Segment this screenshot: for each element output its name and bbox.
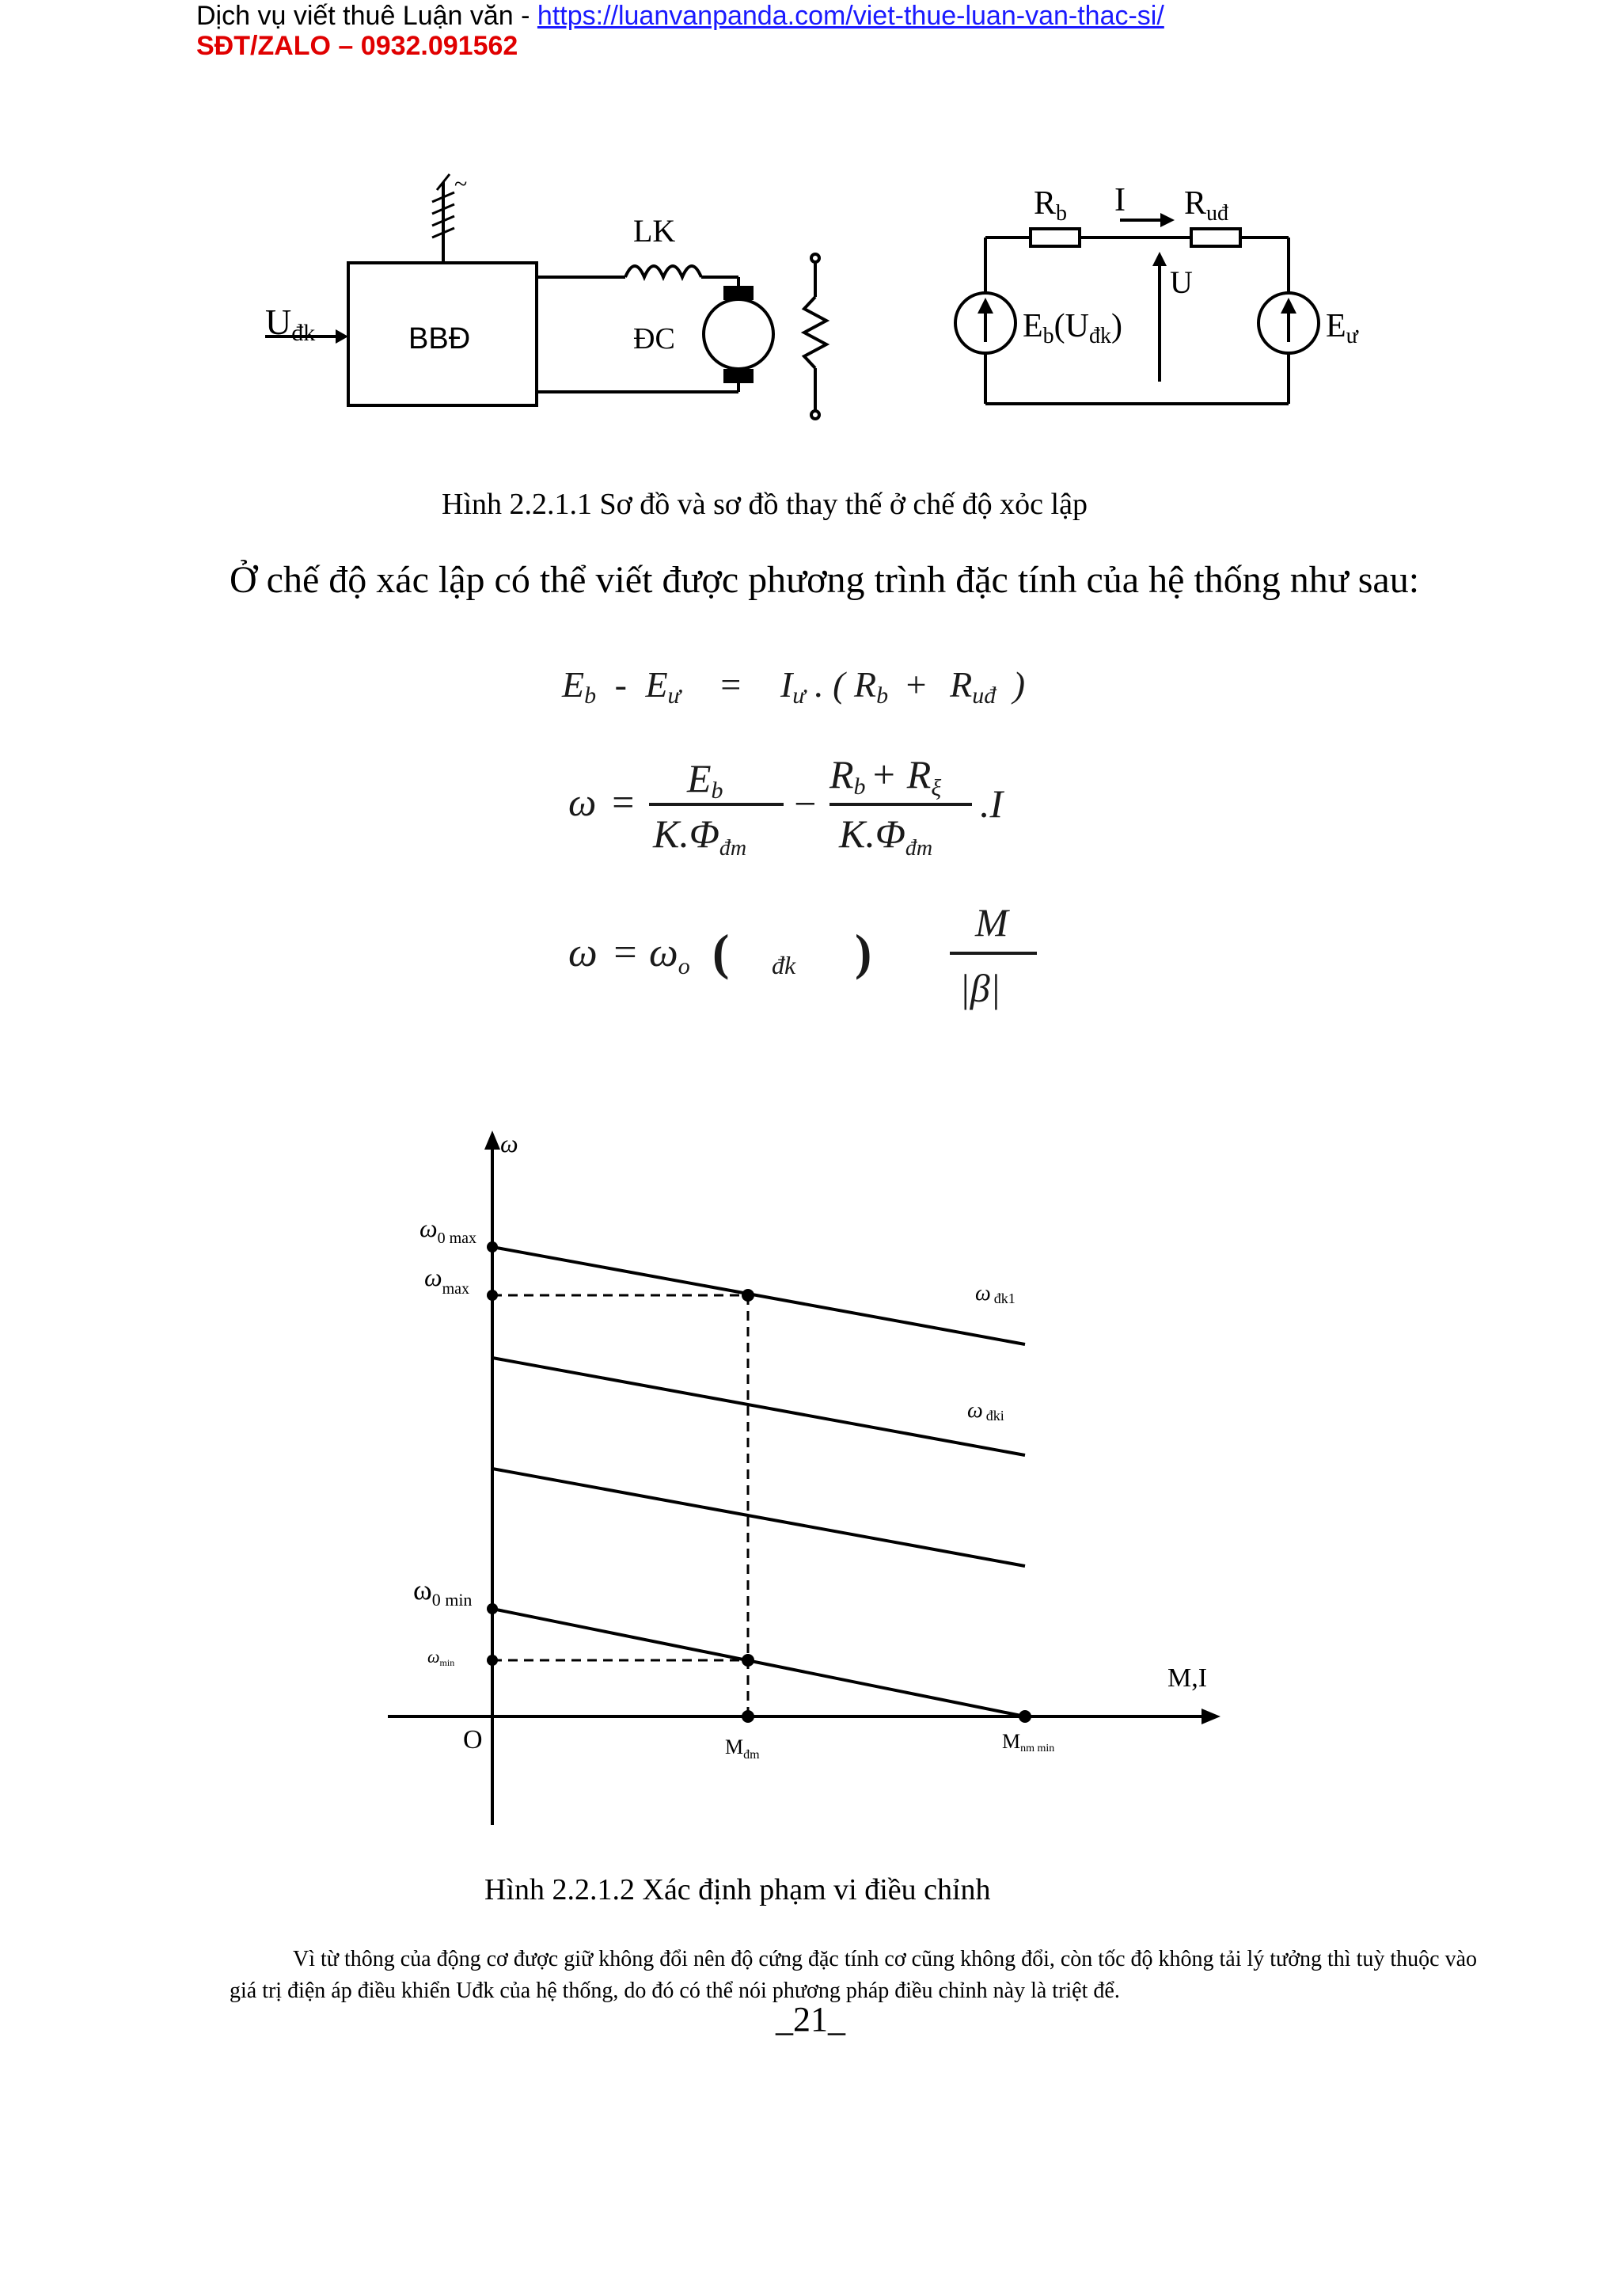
svg-text:ω: ω [568, 930, 598, 975]
header-prefix: Dịch vụ viết thuê Luận văn - [196, 1, 537, 31]
bbd-label: BBĐ [408, 322, 471, 355]
svg-text:ω: ω [568, 780, 597, 824]
mnm-label: Mnm min [1002, 1730, 1055, 1754]
wmax-label: $\omega_{max}$ [424, 1263, 470, 1298]
mdm-label: $M_{đm}$ [725, 1735, 760, 1762]
wdk1-label: ωđk1 [975, 1281, 1015, 1306]
dc-label: ĐC [633, 322, 675, 355]
x-axis-label: M,I [1167, 1663, 1208, 1693]
wdki-label: ωđki [967, 1398, 1004, 1424]
origin-label: O [463, 1725, 483, 1754]
svg-text:M: M [975, 900, 1008, 945]
eb-label: Eb(Uđk) [1023, 308, 1122, 348]
svg-text:=: = [611, 930, 640, 975]
supply-symbol: ~ [454, 171, 468, 197]
svg-text:đk: đk [772, 951, 796, 979]
svg-text:|β|: |β| [959, 966, 1001, 1010]
ruu-label: Ruđ [1184, 185, 1229, 226]
svg-text:.I: .I [980, 781, 1004, 826]
svg-text:−: − [792, 781, 818, 826]
udk-label: Uđk [265, 302, 316, 346]
lk-label: LK [633, 213, 676, 249]
equation-1: Eb - Eư = Iư . ( Rb + Ruđ ) [562, 664, 1026, 709]
svg-text:Rb+ Rξ: $Rb + R_\xi$ [829, 752, 942, 801]
w0min-label: $\omega_{0 min}$ [413, 1574, 473, 1610]
body-paragraph: Vì từ thông của động cơ được giữ không đổi nên độ cứng đặc tính cơ cũng không đổi, còn tốc độ không tải lý tưởng thì tuỳ thuộc vào giá trị điện áp điều khiển Uđk của hệ thống, do đó có thể nói phương pháp điều chỉnh này là triệt để. [230, 1947, 1477, 2003]
eu-label: Eư [1326, 308, 1358, 348]
current-label: I [1114, 182, 1126, 219]
u-label: U [1170, 264, 1193, 300]
svg-text:): ) [855, 924, 872, 980]
figure2-chart [0, 1124, 1621, 1837]
svg-text:K.Φđm: $K.\Phi_{đm}$ [839, 812, 933, 861]
header-link[interactable]: https://luanvanpanda.com/viet-thue-luan-van-thac-si/ [537, 1, 1164, 31]
line-min [492, 1609, 1025, 1716]
svg-text:K.Φđm: $K.\Phi_{đm}$ [653, 812, 747, 861]
w0max-label: $\omega_{0 max}$ [419, 1214, 477, 1247]
svg-text:ωo: ωo [649, 930, 690, 979]
header-phone: SĐT/ZALO – 0932.091562 [196, 31, 518, 61]
svg-text:(: ( [712, 924, 730, 980]
header-line [196, 0, 1164, 32]
figure1-caption: Hình 2.2.1.1 Sơ đồ và sơ đồ thay thế ở chế độ xỏc lập [442, 488, 1088, 521]
equation-3 [568, 900, 1037, 1010]
figure2-caption: Hình 2.2.1.2 Xác định phạm vi điều chỉnh [484, 1873, 991, 1906]
svg-text:Eb: Eb [687, 756, 723, 804]
y-axis-label: ω [500, 1129, 518, 1158]
page-number: _21_ [776, 2000, 845, 2039]
svg-text:=: = [609, 780, 636, 824]
wmin-label: ωmin [427, 1647, 455, 1668]
line-2 [492, 1358, 1025, 1455]
lead-sentence: Ở chế độ xác lập có thể viết được phương trình đặc tính của hệ thống như sau: [230, 559, 1420, 601]
equations [0, 649, 1621, 1029]
equation-2 [568, 752, 1005, 861]
line-dki [492, 1469, 1025, 1566]
figure1-diagram [0, 158, 1621, 443]
rb-label: Rb [1034, 185, 1068, 226]
